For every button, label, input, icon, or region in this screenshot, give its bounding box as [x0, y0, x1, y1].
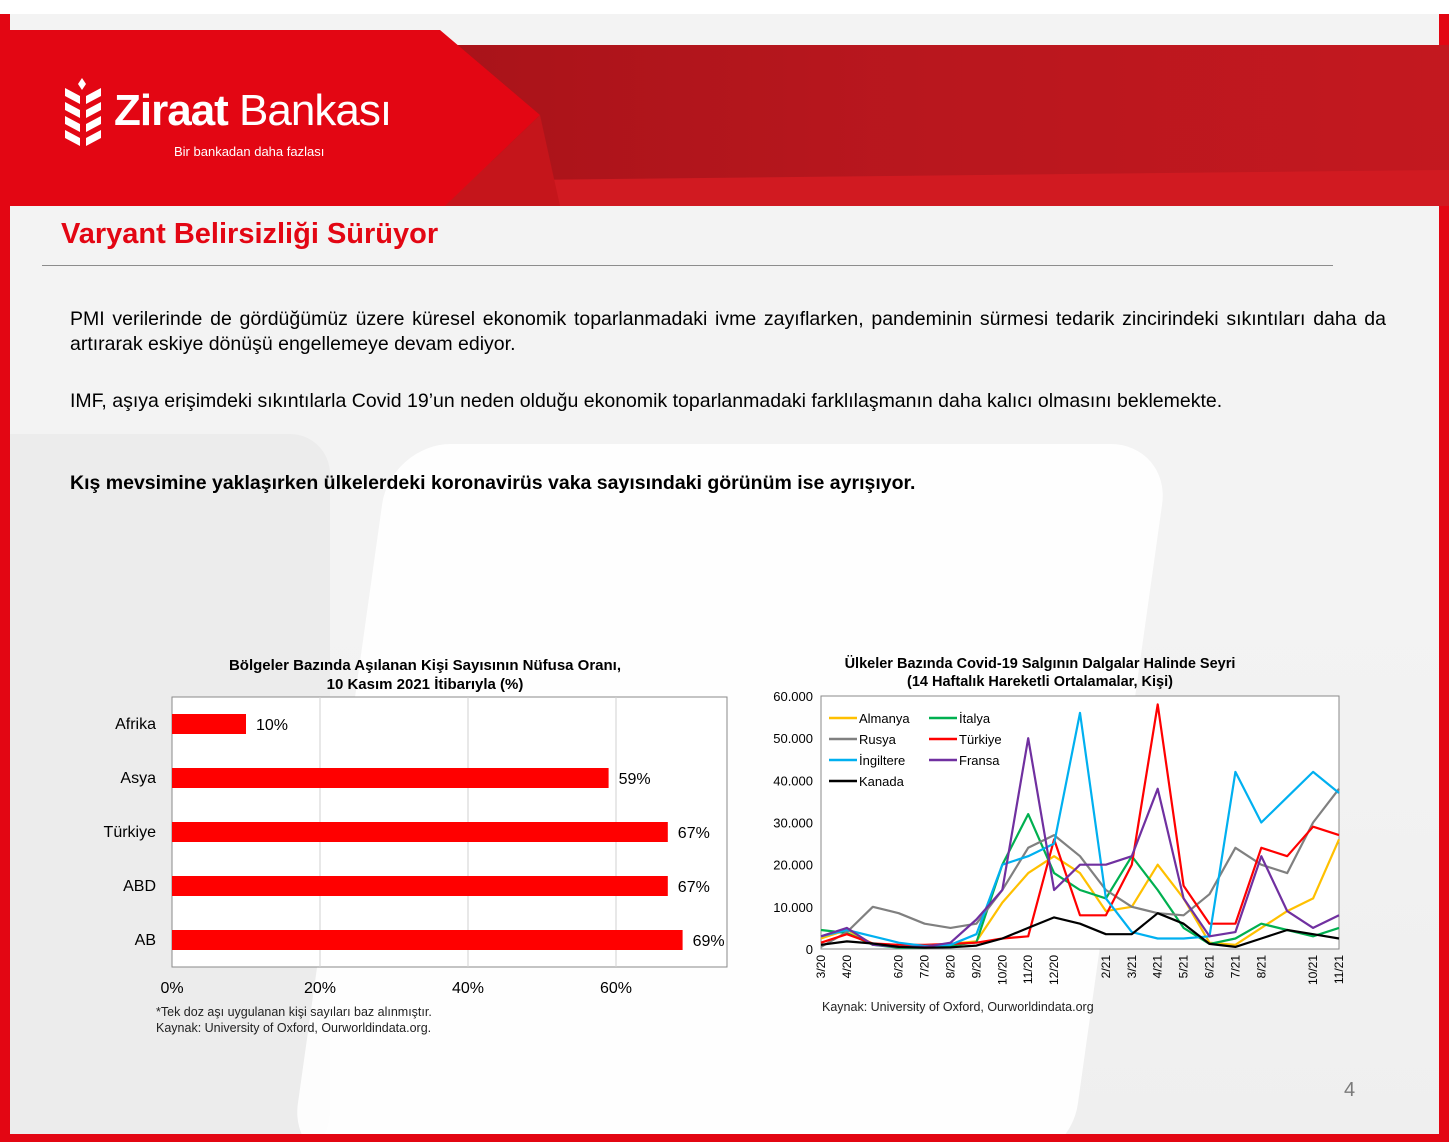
x-tick-label: 7/21 [1228, 955, 1243, 979]
body-paragraph-bold: Kış mevsimine yaklaşırken ülkelerdeki koronavirüs vaka sayısındaki görünüm ise ayrışıyor. [70, 472, 916, 494]
body-paragraph: PMI verilerinde de gördüğümüz üzere küresel ekonomik toparlanmadaki ivme zayıflarken, pandeminin sürmesi tedarik zincirindeki sıkıntıları daha da artırarak eskiye dönüşü engellemeye devam ediyor. [70, 308, 1386, 355]
bar-chart-title [120, 656, 730, 694]
x-tick-label: 6/20 [891, 955, 906, 979]
y-tick-label: 10.000 [773, 899, 813, 915]
x-tick-label: 3/20 [814, 955, 828, 979]
chart-footnote: *Tek doz aşı uygulanan kişi sayıları baz alınmıştır. [156, 1005, 432, 1019]
bar [172, 714, 246, 734]
legend-label: Kanada [859, 774, 904, 789]
y-tick-label: 60.000 [773, 689, 813, 704]
data-label: 67% [677, 879, 710, 896]
bank-logo[interactable] [62, 78, 392, 159]
x-tick-label: 9/20 [969, 955, 984, 979]
x-tick-label: 5/21 [1176, 955, 1191, 979]
line-chart-title [790, 655, 1290, 691]
line-chart-title-line: (14 Haftalık Hareketli Ortalamalar, Kişi) [907, 674, 1173, 690]
covid-waves-line-chart [755, 688, 1355, 998]
line-chart-title-line: Ülkeler Bazında Covid-19 Salgının Dalgalar Halinde Seyri [844, 656, 1236, 672]
bar [172, 822, 668, 842]
x-tick-label: 60% [599, 980, 633, 997]
data-label: 69% [692, 933, 725, 950]
wheat-icon [62, 78, 104, 146]
legend-label: İtalya [959, 711, 991, 726]
y-category-label: ABD [123, 878, 156, 895]
brand-slogan: Bir bankadan daha fazlası [174, 144, 325, 159]
legend-label: Türkiye [959, 732, 1002, 747]
x-tick-label: 12/20 [1047, 955, 1062, 986]
legend-label: Rusya [859, 732, 896, 747]
x-tick-label: 8/21 [1254, 955, 1269, 979]
y-category-label: Asya [120, 770, 156, 787]
page-number: 4 [1344, 1079, 1356, 1101]
data-label: 67% [677, 825, 710, 842]
brand-name: Ziraat Bankası [114, 86, 392, 135]
x-tick-label: 10/20 [995, 955, 1010, 986]
legend-label: Almanya [859, 711, 910, 726]
bar [172, 876, 668, 896]
bar [172, 768, 609, 788]
x-tick-label: 4/20 [839, 955, 854, 979]
x-tick-label: 0% [160, 980, 184, 997]
x-tick-label: 40% [451, 980, 485, 997]
x-tick-label: 3/21 [1124, 955, 1139, 979]
y-category-label: Türkiye [103, 824, 156, 841]
y-tick-label: 30.000 [773, 815, 813, 831]
x-tick-label: 7/20 [917, 955, 932, 979]
y-tick-label: 50.000 [773, 731, 813, 747]
chart-source: Kaynak: University of Oxford, Ourworldindata.org [822, 1000, 1094, 1014]
y-category-label: AB [134, 932, 156, 949]
bar-chart-title-line: Bölgeler Bazında Aşılanan Kişi Sayısının Nüfusa Oranı, [228, 657, 622, 674]
legend-label: Fransa [959, 753, 1000, 768]
y-tick-label: 0 [805, 942, 813, 957]
x-tick-label: 11/21 [1332, 955, 1346, 985]
x-tick-label: 20% [303, 980, 337, 997]
x-tick-label: 11/20 [1021, 955, 1036, 985]
x-tick-label: 8/20 [943, 955, 958, 979]
chart-source: Kaynak: University of Oxford, Ourworldindata.org. [156, 1021, 432, 1035]
x-tick-label: 4/21 [1150, 955, 1165, 979]
y-tick-label: 20.000 [773, 857, 813, 873]
y-tick-label: 40.000 [773, 773, 813, 789]
bar-chart-title-line: 10 Kasım 2021 İtibarıyla (%) [326, 676, 524, 693]
bar [172, 930, 683, 950]
body-paragraph: IMF, aşıya erişimdeki sıkıntılarla Covid 19’un neden olduğu ekonomik toparlanmadaki farklılaşmanın daha kalıcı olmasını beklemekte. [70, 390, 1223, 412]
x-tick-label: 6/21 [1202, 955, 1217, 979]
data-label: 59% [618, 771, 651, 788]
title-divider [42, 265, 1333, 266]
y-category-label: Afrika [115, 716, 156, 733]
data-label: 10% [256, 717, 289, 734]
x-tick-label: 2/21 [1098, 955, 1113, 979]
legend-label: İngiltere [859, 753, 906, 768]
x-tick-label: 10/21 [1306, 955, 1321, 986]
vaccination-bar-chart [90, 695, 750, 1005]
page-title: Varyant Belirsizliği Sürüyor [61, 218, 439, 250]
